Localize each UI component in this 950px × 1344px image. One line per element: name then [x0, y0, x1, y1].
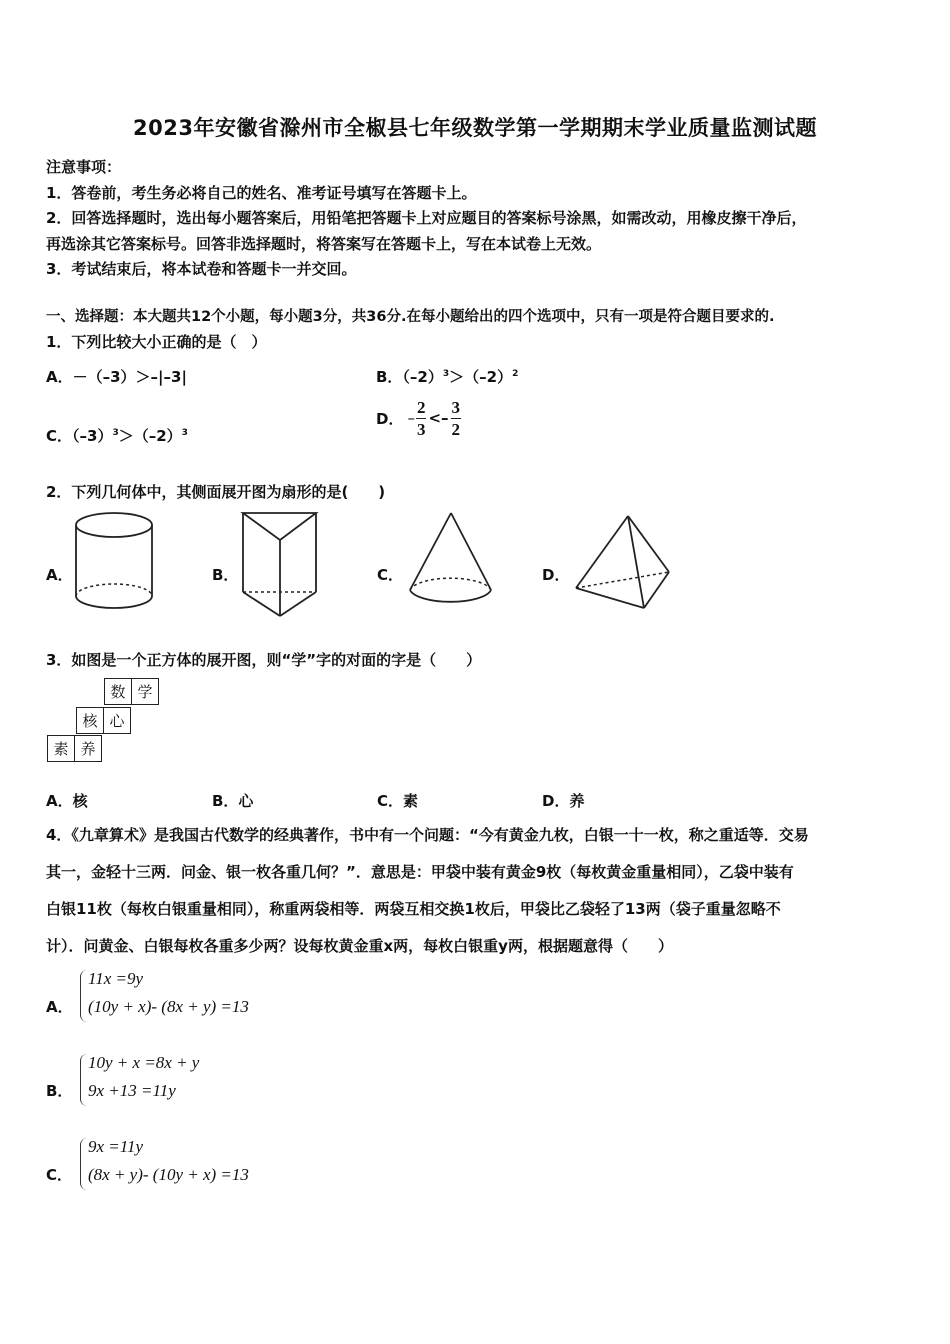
cone-figure — [405, 510, 497, 610]
notice-heading: 注意事项： — [46, 158, 122, 176]
q4-option-b-label: B． — [46, 1082, 73, 1100]
section-heading: 一、选择题：本大题共12个小题，每小题3分，共36分.在每小题给出的四个选项中，只有一项是符合题目要求的. — [46, 309, 775, 325]
question-4-line: 白银11枚（每枚白银重量相同），称重两袋相等．两袋互相交换1枚后，甲袋比乙袋轻了13两（袋子重量忽略不 — [46, 900, 781, 918]
net-cell: 心 — [103, 707, 131, 734]
q2-option-b-label: B． — [212, 566, 239, 584]
notice-item: 1．答卷前，考生务必将自己的姓名、准考证号填写在答题卡上。 — [46, 184, 477, 202]
q4-option-a-label: A． — [46, 998, 73, 1016]
q2-option-a-label: A． — [46, 566, 73, 584]
q2-option-c-label: C． — [377, 566, 404, 584]
net-cell: 学 — [131, 678, 159, 705]
question-1-stem: 1．下列比较大小正确的是（ ） — [46, 333, 267, 351]
q1-option-b: B．$(-2)^3>(-2)^2$ — [376, 368, 519, 386]
notice-item: 2．回答选择题时，选出每小题答案后，用铅笔把答题卡上对应题目的答案标号涂黑，如需改动，用橡皮擦干净后， — [46, 209, 807, 227]
q4-option-c-label: C． — [46, 1166, 73, 1184]
system-brace — [80, 1054, 87, 1106]
cylinder-figure — [72, 510, 162, 612]
q4-c-eq1: 9x =11y — [88, 1137, 144, 1156]
net-cell: 养 — [74, 735, 102, 762]
net-cell: 核 — [76, 707, 104, 734]
notice-item: 再选涂其它答案标号。回答非选择题时，将答案写在答题卡上，写在本试卷上无效。 — [46, 235, 602, 253]
fraction: $\frac{3}{2}$ — [451, 397, 461, 439]
q1-option-d: D． – $\frac{2}{3}$ <– $\frac{3}{2}$ — [376, 397, 461, 439]
notice-item: 3．考试结束后，将本试卷和答题卡一并交回。 — [46, 260, 357, 278]
q4-a-eq2: (10y + x)- (8x + y) =13 — [88, 997, 249, 1016]
question-4-line: 其一，金轻十三两．问金、银一枚各重几何？”．意思是：甲袋中装有黄金9枚（每枚黄金重量相同），乙袋中装有 — [46, 863, 794, 881]
question-2-stem: 2．下列几何体中，其侧面展开图为扇形的是( ) — [46, 483, 386, 501]
q4-b-eq1: 10y + x =8x + y — [88, 1053, 200, 1072]
q4-a-eq1: 11x =9y — [88, 969, 144, 988]
q4-b-eq2: 9x +13 =11y — [88, 1081, 176, 1100]
question-4-line: 计）．问黄金、白银每枚各重多少两？设每枚黄金重x两，每枚白银重y两，根据题意得（ ） — [46, 937, 673, 955]
q1-option-c: C．$(-3)^3>(-2)^3$ — [46, 427, 188, 445]
q3-option-b: B．心 — [212, 792, 254, 810]
q1-option-a: A．－（–3）＞–|–3| — [46, 368, 187, 386]
question-4-line: 4．《九章算术》是我国古代数学的经典著作，书中有一个问题：“今有黄金九枚，白银一十一枚，称之重适等．交易 — [46, 826, 809, 844]
q4-c-eq2: (8x + y)- (10y + x) =13 — [88, 1165, 249, 1184]
page-title: 2023年安徽省滁州市全椒县七年级数学第一学期期末学业质量监测试题 — [133, 116, 817, 140]
q3-option-c: C．素 — [377, 792, 419, 810]
fraction: $\frac{2}{3}$ — [416, 397, 426, 439]
system-brace — [80, 970, 87, 1022]
net-cell: 数 — [104, 678, 132, 705]
q2-option-d-label: D． — [542, 566, 570, 584]
tetrahedron-figure — [572, 512, 674, 612]
q3-option-d: D．养 — [542, 792, 585, 810]
system-brace — [80, 1138, 87, 1190]
question-3-stem: 3．如图是一个正方体的展开图，则“学”字的对面的字是（ ） — [46, 651, 482, 669]
q3-option-a: A．核 — [46, 792, 88, 810]
net-cell: 素 — [47, 735, 75, 762]
triangular-prism-figure — [238, 508, 324, 620]
